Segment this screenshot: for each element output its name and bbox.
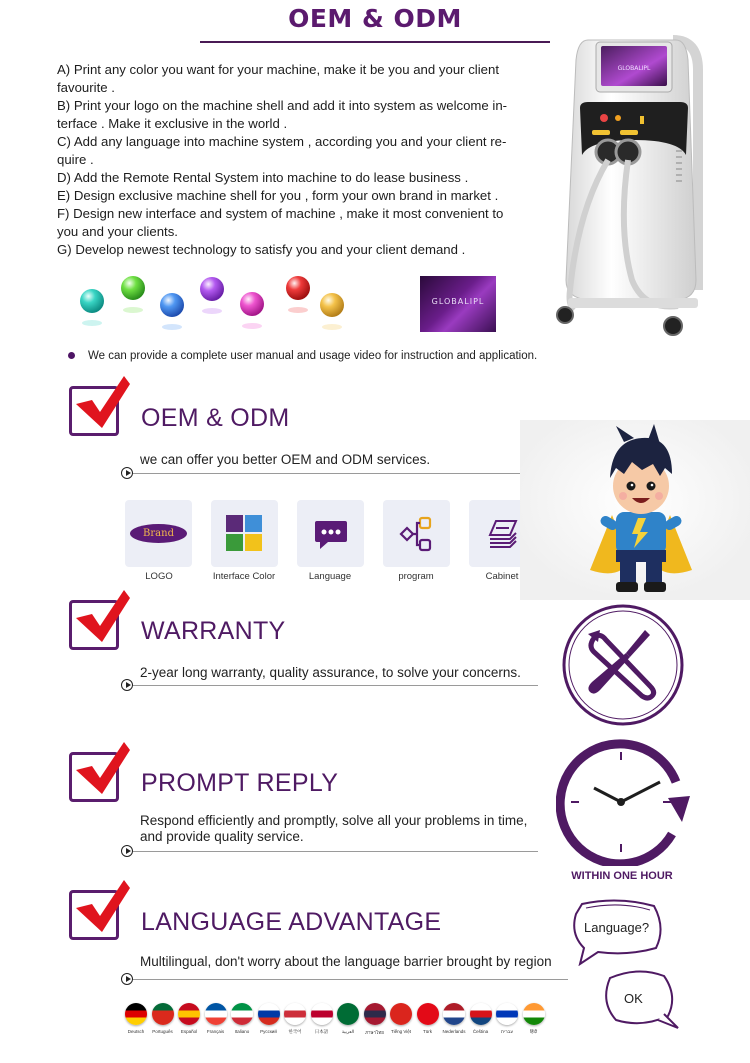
section-desc-prompt	[140, 813, 527, 845]
section-desc-oem: we can offer you better OEM and ODM services.	[140, 452, 431, 467]
japan-flag	[311, 1003, 333, 1025]
flowchart-icon	[399, 516, 435, 552]
flag-label: Türk	[423, 1029, 432, 1034]
list-line: terface . Make it exclusive in the world .	[57, 116, 288, 131]
tile-interface-color	[211, 500, 278, 567]
flag-label: Deutsch	[127, 1029, 145, 1034]
flag-label: Italiano	[234, 1029, 250, 1034]
vietnam-flag	[390, 1003, 412, 1025]
section-title-language: LANGUAGE ADVANTAGE	[141, 908, 442, 936]
flag-item	[152, 1003, 174, 1034]
flag-item	[470, 1003, 492, 1034]
chat-bubble-icon	[314, 518, 348, 550]
flag-label: Tiếng Việt	[390, 1029, 411, 1034]
clock-caption: WITHIN ONE HOUR	[571, 870, 673, 882]
color-balls-illustration	[72, 268, 362, 340]
flag-label: 한국어	[288, 1029, 302, 1034]
bullet-dot-icon	[68, 352, 75, 359]
flag-label: Português	[152, 1029, 173, 1034]
portugal-flag	[152, 1003, 174, 1025]
red-check-icon	[72, 876, 132, 936]
divider	[128, 473, 538, 474]
section-desc-prompt-line: Respond efficiently and promptly, solve all your problems in time,	[140, 813, 528, 828]
flag-label: Nederlands	[442, 1029, 466, 1034]
netherlands-flag	[443, 1003, 465, 1025]
flag-item	[311, 1003, 333, 1034]
red-check-icon	[72, 586, 132, 646]
flag-item	[523, 1003, 545, 1034]
czech-flag	[470, 1003, 492, 1025]
tile-label-program: program	[398, 571, 434, 582]
flag-label: 日本語	[314, 1029, 329, 1034]
list-line: A) Print any color you want for your machine, make it be you and your client	[57, 62, 499, 77]
play-icon	[121, 467, 133, 479]
korea-flag	[284, 1003, 306, 1025]
tile-label-cabinet: Cabinet	[485, 571, 519, 582]
flag-item	[337, 1003, 359, 1034]
machine-screen-text: GLOBALIPL	[617, 65, 651, 72]
spain-flag	[178, 1003, 200, 1025]
france-flag	[205, 1003, 227, 1025]
list-line: D) Add the Remote Rental System into machine to do lease business .	[57, 170, 469, 185]
brand-logo-box	[420, 276, 496, 332]
flag-label: العربية	[341, 1029, 355, 1034]
brand-badge-icon: Brand	[130, 524, 187, 543]
russia-flag	[258, 1003, 280, 1025]
play-icon	[121, 845, 133, 857]
red-check-icon	[72, 738, 132, 798]
manual-note	[68, 350, 537, 362]
machine-illustration	[548, 30, 718, 340]
flag-item	[125, 1003, 147, 1034]
list-line: F) Design new interface and system of machine , make it most convenient to	[57, 206, 504, 221]
tile-label-interface-color: Interface Color	[212, 571, 276, 582]
section-desc-language: Multilingual, don't worry about the language barrier brought by region	[140, 954, 552, 969]
germany-flag	[125, 1003, 147, 1025]
section-desc-prompt-line: and provide quality service.	[140, 829, 304, 844]
list-line: G) Develop newest technology to satisfy you and your client demand .	[57, 242, 466, 257]
india-flag	[523, 1003, 545, 1025]
flag-item	[496, 1003, 518, 1034]
tile-logo	[125, 500, 192, 567]
play-icon	[121, 679, 133, 691]
flag-item	[205, 1003, 227, 1034]
list-line: you and your clients.	[57, 224, 178, 239]
list-line: C) Add any language into machine system , according you and your client re-	[57, 134, 507, 149]
list-line: quire .	[57, 152, 94, 167]
clock-icon	[556, 738, 690, 866]
saudi-flag	[337, 1003, 359, 1025]
list-line: B) Print your logo on the machine shell and add it into system as welcome in-	[57, 98, 508, 113]
thailand-flag	[364, 1003, 386, 1025]
flag-item	[258, 1003, 280, 1034]
flag-label: हिंदी	[529, 1029, 538, 1034]
feature-list	[57, 61, 557, 259]
speech-bubble-answer: OK	[624, 991, 643, 1006]
flag-item	[284, 1003, 306, 1034]
divider	[128, 979, 568, 980]
language-flags-row	[125, 1003, 565, 1043]
flag-item	[364, 1003, 386, 1035]
page-title: OEM & ODM	[288, 4, 462, 33]
tile-program	[383, 500, 450, 567]
section-title-oem: OEM & ODM	[141, 404, 290, 432]
tile-label-language: Language	[308, 571, 352, 582]
flag-label: ภาษาไทย	[365, 1030, 384, 1035]
flag-item	[390, 1003, 412, 1034]
section-title-prompt: PROMPT REPLY	[141, 769, 339, 797]
flag-item	[442, 1003, 466, 1034]
brand-logo-text: GLOBALIPL	[431, 297, 485, 306]
italy-flag	[231, 1003, 253, 1025]
section-desc-warranty: 2-year long warranty, quality assurance, to solve your concerns.	[140, 665, 521, 680]
color-grid-icon	[226, 515, 263, 552]
flag-item	[417, 1003, 439, 1034]
section-title-warranty: WARRANTY	[141, 617, 286, 645]
manual-note-text: We can provide a complete user manual and usage video for instruction and application.	[88, 350, 538, 362]
israel-flag	[496, 1003, 518, 1025]
flag-label: Español	[180, 1029, 198, 1034]
divider	[128, 851, 538, 852]
flag-item	[178, 1003, 200, 1034]
stack-icon	[486, 517, 520, 551]
list-line: E) Design exclusive machine shell for you , form your own brand in market .	[57, 188, 499, 203]
superhero-boy-illustration	[520, 420, 750, 600]
tile-language	[297, 500, 364, 567]
red-check-icon	[72, 372, 132, 432]
tile-label-logo: LOGO	[145, 571, 173, 582]
flag-label: Русский	[260, 1029, 277, 1034]
flag-item	[231, 1003, 253, 1034]
flag-label: Français	[206, 1029, 225, 1034]
flag-label: Čeština	[472, 1029, 489, 1034]
turkey-flag	[417, 1003, 439, 1025]
divider	[128, 685, 538, 686]
speech-bubble-question: Language?	[584, 920, 650, 935]
tools-icon	[560, 602, 686, 728]
title-underline	[200, 41, 550, 43]
flag-label: עברית	[501, 1029, 513, 1034]
list-line: favourite .	[57, 80, 115, 95]
play-icon	[121, 973, 133, 985]
